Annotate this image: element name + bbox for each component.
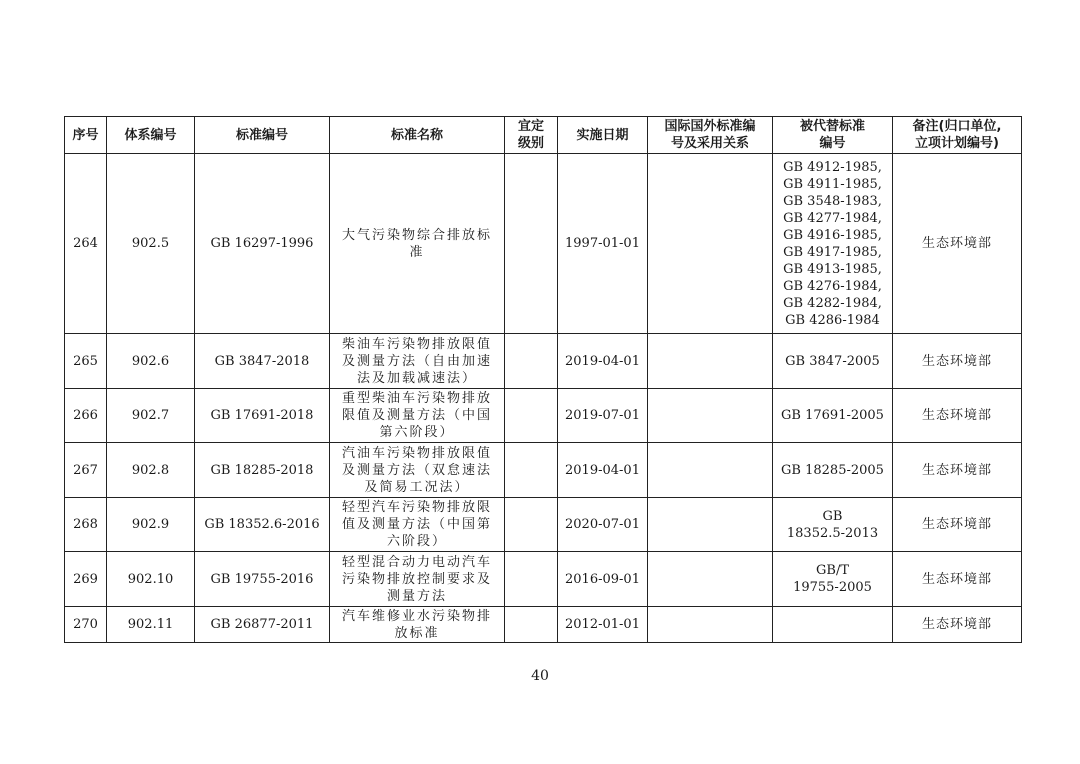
cell-date: 2019-04-01	[558, 443, 648, 498]
cell-system-code: 902.5	[107, 154, 195, 334]
header-standard-code: 标准编号	[195, 117, 330, 154]
cell-date: 2020-07-01	[558, 498, 648, 552]
header-note: 备注(归口单位, 立项计划编号)	[893, 117, 1022, 154]
cell-seq: 268	[65, 498, 107, 552]
cell-system-code: 902.10	[107, 552, 195, 607]
cell-note: 生态环境部	[893, 552, 1022, 607]
cell-level	[505, 443, 558, 498]
cell-seq: 266	[65, 389, 107, 443]
cell-intl	[648, 334, 773, 389]
cell-replaced: GB 17691-2005	[773, 389, 893, 443]
cell-level	[505, 498, 558, 552]
cell-date: 1997-01-01	[558, 154, 648, 334]
table-body	[65, 154, 1022, 643]
table-row	[65, 443, 1022, 498]
header-seq: 序号	[65, 117, 107, 154]
cell-date: 2016-09-01	[558, 552, 648, 607]
table-row	[65, 607, 1022, 643]
cell-system-code: 902.8	[107, 443, 195, 498]
header-replaced: 被代替标准 编号	[773, 117, 893, 154]
cell-standard-name: 大气污染物综合排放标 准	[330, 154, 505, 334]
table-row	[65, 334, 1022, 389]
cell-seq: 269	[65, 552, 107, 607]
cell-intl	[648, 498, 773, 552]
cell-level	[505, 552, 558, 607]
cell-level	[505, 607, 558, 643]
cell-seq: 270	[65, 607, 107, 643]
cell-intl	[648, 154, 773, 334]
cell-replaced: GB/T 19755-2005	[773, 552, 893, 607]
cell-replaced: GB 3847-2005	[773, 334, 893, 389]
cell-standard-code: GB 19755-2016	[195, 552, 330, 607]
cell-note: 生态环境部	[893, 443, 1022, 498]
cell-standard-name: 汽油车污染物排放限值 及测量方法（双怠速法 及简易工况法）	[330, 443, 505, 498]
cell-note: 生态环境部	[893, 389, 1022, 443]
cell-seq: 264	[65, 154, 107, 334]
cell-replaced	[773, 607, 893, 643]
header-system-code: 体系编号	[107, 117, 195, 154]
standards-table	[64, 116, 1022, 643]
cell-intl	[648, 443, 773, 498]
page-number: 40	[531, 668, 549, 684]
cell-standard-name: 柴油车污染物排放限值 及测量方法（自由加速 法及加载减速法）	[330, 334, 505, 389]
cell-intl	[648, 552, 773, 607]
cell-seq: 265	[65, 334, 107, 389]
table-row	[65, 552, 1022, 607]
cell-standard-name: 汽车维修业水污染物排 放标准	[330, 607, 505, 643]
cell-date: 2012-01-01	[558, 607, 648, 643]
table-row	[65, 498, 1022, 552]
cell-note: 生态环境部	[893, 334, 1022, 389]
header-intl: 国际国外标准编 号及采用关系	[648, 117, 773, 154]
cell-seq: 267	[65, 443, 107, 498]
cell-intl	[648, 389, 773, 443]
cell-level	[505, 154, 558, 334]
cell-standard-name: 轻型汽车污染物排放限 值及测量方法（中国第 六阶段）	[330, 498, 505, 552]
cell-replaced: GB 4912-1985, GB 4911-1985, GB 3548-1983, GB 4277-1984, GB 4916-1985, GB 4917-1985, GB 4913-1985, GB 4276-1984, GB 4282-1984, GB 4286-1984	[773, 154, 893, 334]
cell-standard-name: 重型柴油车污染物排放 限值及测量方法（中国 第六阶段）	[330, 389, 505, 443]
cell-system-code: 902.11	[107, 607, 195, 643]
cell-date: 2019-04-01	[558, 334, 648, 389]
cell-replaced: GB 18285-2005	[773, 443, 893, 498]
cell-system-code: 902.6	[107, 334, 195, 389]
cell-level	[505, 334, 558, 389]
cell-intl	[648, 607, 773, 643]
cell-system-code: 902.7	[107, 389, 195, 443]
cell-note: 生态环境部	[893, 498, 1022, 552]
cell-note: 生态环境部	[893, 154, 1022, 334]
table-header-row	[65, 117, 1022, 154]
header-date: 实施日期	[558, 117, 648, 154]
cell-standard-code: GB 16297-1996	[195, 154, 330, 334]
cell-standard-code: GB 26877-2011	[195, 607, 330, 643]
cell-standard-code: GB 3847-2018	[195, 334, 330, 389]
cell-note: 生态环境部	[893, 607, 1022, 643]
cell-standard-code: GB 18352.6-2016	[195, 498, 330, 552]
cell-standard-code: GB 17691-2018	[195, 389, 330, 443]
header-standard-name: 标准名称	[330, 117, 505, 154]
cell-date: 2019-07-01	[558, 389, 648, 443]
cell-replaced: GB 18352.5-2013	[773, 498, 893, 552]
cell-system-code: 902.9	[107, 498, 195, 552]
table-row	[65, 154, 1022, 334]
header-level: 宜定 级别	[505, 117, 558, 154]
cell-standard-code: GB 18285-2018	[195, 443, 330, 498]
cell-level	[505, 389, 558, 443]
table-row	[65, 389, 1022, 443]
cell-standard-name: 轻型混合动力电动汽车 污染物排放控制要求及 测量方法	[330, 552, 505, 607]
